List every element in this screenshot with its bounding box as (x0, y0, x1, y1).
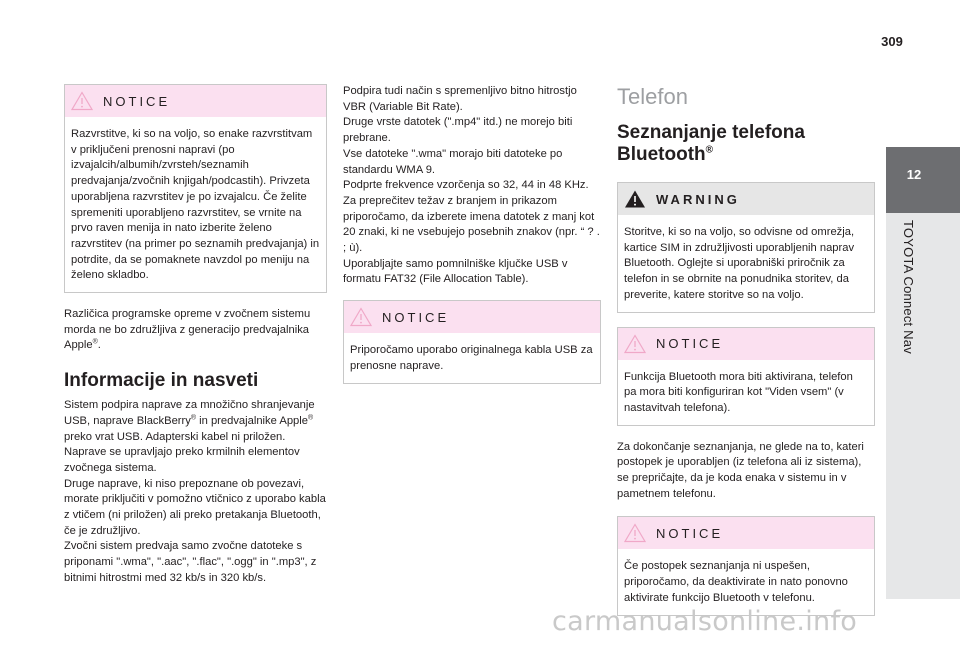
paragraph: Podpira tudi način s spremenljivo bitno hitrostjo VBR (Variable Bit Rate). (343, 85, 577, 113)
paragraph: Podprte frekvence vzorčenja so 32, 44 in 48 KHz. (343, 179, 589, 192)
paragraph (64, 398, 327, 445)
notice-body: Če postopek seznanjanja ni uspešen, priporočamo, da deaktivirate in nato ponovno aktivirate funkcijo Bluetooth v telefonu. (624, 560, 848, 604)
paragraph: Uporabljajte samo pomnilniške ključke USB v formatu FAT32 (File Allocation Table). (343, 257, 568, 286)
warning-box (617, 182, 875, 313)
notice-title: NOTICE (656, 525, 724, 541)
paragraph-text: preko vrat USB. Adapterski kabel ni priložen. (64, 430, 286, 443)
heading-text: Seznanjanje telefona Bluetooth (617, 122, 805, 165)
registered-mark: ® (307, 414, 314, 422)
notice-title: NOTICE (382, 309, 450, 325)
notice-header (618, 517, 874, 549)
warning-body: Storitve, ki so na voljo, so odvisne od omrežja, kartice SIM in združljivosti uporabljenih naprav Bluetooth. Oglejte si uporabniški priročnik za telefon in se obrnite na ponudnika storitev, da preverite, katere storitve so na voljo. (624, 226, 855, 301)
notice-box (617, 516, 875, 615)
notice-body: Funkcija Bluetooth mora biti aktivirana, telefon pa mora biti konfiguriran kot "Viden vsem" (v nastavitvah telefona). (624, 370, 853, 414)
paragraph: Druge naprave, ki niso prepoznane ob povezavi, morate priključiti v pomožno vtičnico z uporabo kabla z vtičem (ni priložen) ali preko pretakanja Bluetooth, če je združljivo. (64, 477, 326, 537)
paragraph-text: Različica programske opreme v zvočnem sistemu morda ne bo združljiva z generacijo predvajalnika Apple (64, 308, 311, 352)
column-3 (617, 84, 875, 616)
notice-header (618, 328, 874, 360)
chapter-number: 12 (906, 167, 922, 182)
warning-title: WARNING (656, 191, 740, 207)
notice-header (65, 85, 326, 117)
paragraph-text: . (97, 339, 101, 352)
paragraph: Naprave se upravljajo preko krmilnih elementov zvočnega sistema. (64, 446, 300, 474)
notice-title: NOTICE (103, 93, 171, 109)
paragraph-text: in predvajalnike Apple (196, 414, 308, 427)
paragraph-text: Sistem podpira naprave za množično shranjevanje USB, naprave BlackBerry (64, 399, 315, 427)
notice-header (344, 301, 600, 333)
section-heading: Informacije in nasveti (64, 370, 259, 392)
warning-triangle-icon (71, 91, 93, 111)
notice-body: Priporočamo uporabo originalnega kabla USB za prenosne naprave. (350, 344, 593, 372)
notice-title: NOTICE (656, 336, 724, 352)
registered-mark: ® (705, 144, 714, 156)
notice-box (343, 300, 601, 383)
notice-body: Razvrstitve, ki so na voljo, so enake razvrstitvam v priključeni prenosni napravi (po izvajalcih/albumih/zvrsteh/seznamih predvajanja/zvočnih knjigah/podcastih). Privzeta uporabljena razvrstitev je po izvajalcu. Če želite spremeniti uporabljeno razvrstitev, se vrnite na prvo raven menija in nato izberite želeno razvrstitev (na primer po seznamih predvajanja) in potrdite, da se pomaknete navzdol po meniju na želeno skladbo. (71, 128, 320, 282)
paragraph (64, 307, 327, 354)
paragraph: Zvočni sistem predvaja samo zvočne datoteke s priponami ".wma", ".aac", ".flac", ".ogg" in ".mp3", z bitnimi hitrostmi med 32 kb/s in 320 kb/s. (64, 540, 317, 584)
chapter-title: TOYOTA Connect Nav (901, 220, 916, 354)
column-1 (64, 84, 327, 587)
warning-header (618, 183, 874, 215)
paragraph: Za preprečitev težav z branjem in prikazom priporočamo, da izberete imena datotek z manj kot 20 znaki, ki ne vsebujejo posebnih znakov (npr. “ ? . ; ù). (343, 194, 600, 255)
warning-triangle-icon (624, 189, 646, 209)
section-title: Telefon (617, 84, 688, 109)
notice-box (617, 327, 875, 426)
warning-triangle-icon (624, 334, 646, 354)
paragraph: Druge vrste datotek (".mp4" itd.) ne morejo biti prebrane. (343, 116, 573, 145)
notice-box (64, 84, 327, 293)
paragraph: Vse datoteke ".wma" morajo biti datoteke po standardu WMA 9. (343, 147, 563, 176)
warning-triangle-icon (624, 523, 646, 543)
warning-triangle-icon (350, 307, 372, 327)
chapter-tab[interactable] (886, 147, 960, 213)
column-2 (343, 84, 601, 384)
subsection-heading (617, 122, 875, 166)
watermark: carmanualsonline.info (552, 606, 858, 637)
page-number: 309 (881, 34, 903, 49)
registered-mark: ® (190, 414, 197, 422)
registered-mark: ® (92, 338, 98, 346)
paragraph: Za dokončanje seznanjanja, ne glede na to, kateri postopek je uporabljen (iz telefona ali iz sistema), se prepričajte, da je koda enaka v sistemu in v pametnem telefonu. (617, 440, 864, 500)
